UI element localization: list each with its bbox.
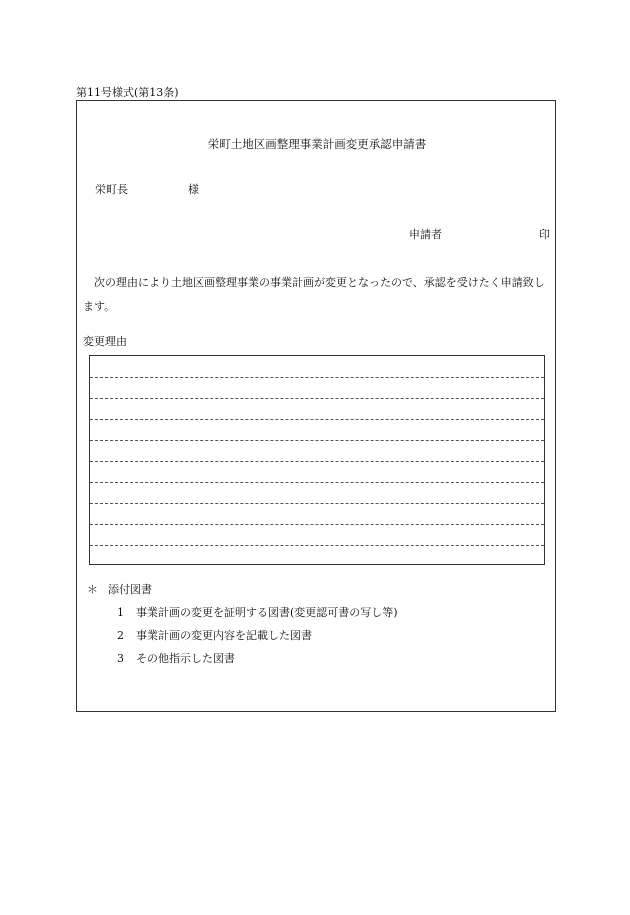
application-form bbox=[76, 100, 556, 712]
attachment-item bbox=[117, 650, 235, 666]
reason-line bbox=[90, 524, 544, 525]
reason-label: 変更理由 bbox=[83, 335, 127, 348]
reason-input-area[interactable] bbox=[89, 355, 545, 565]
attachment-number: 3 bbox=[117, 652, 124, 665]
attachment-marker: ＊ bbox=[87, 583, 98, 596]
reason-line bbox=[90, 398, 544, 399]
reason-line bbox=[90, 440, 544, 441]
attachment-item bbox=[117, 604, 398, 620]
reason-line bbox=[90, 503, 544, 504]
honorific: 様 bbox=[188, 183, 199, 196]
reason-line bbox=[90, 482, 544, 483]
applicant-label: 申請者 bbox=[409, 228, 442, 241]
attachment-item bbox=[117, 627, 312, 643]
attachment-text: 事業計画の変更を証明する図書(変更認可書の写し等) bbox=[136, 606, 398, 619]
form-number: 第11号様式(第13条) bbox=[76, 86, 179, 99]
attachments-title: 添付図書 bbox=[108, 583, 152, 596]
reason-line bbox=[90, 419, 544, 420]
attachment-text: その他指示した図書 bbox=[136, 652, 235, 665]
form-title: 栄町土地区画整理事業計画変更承認申請書 bbox=[207, 137, 427, 151]
attachment-number: 2 bbox=[117, 629, 124, 642]
reason-line bbox=[90, 545, 544, 546]
attachment-number: 1 bbox=[117, 606, 124, 619]
reason-line bbox=[90, 461, 544, 462]
seal-label: 印 bbox=[539, 228, 550, 241]
reason-line bbox=[90, 377, 544, 378]
request-body-text: 次の理由により土地区画整理事業の事業計画が変更となったので、承認を受けたく申請致します。 bbox=[83, 276, 545, 313]
addressee: 栄町長 bbox=[95, 183, 128, 196]
attachment-text: 事業計画の変更内容を記載した図書 bbox=[136, 629, 312, 642]
